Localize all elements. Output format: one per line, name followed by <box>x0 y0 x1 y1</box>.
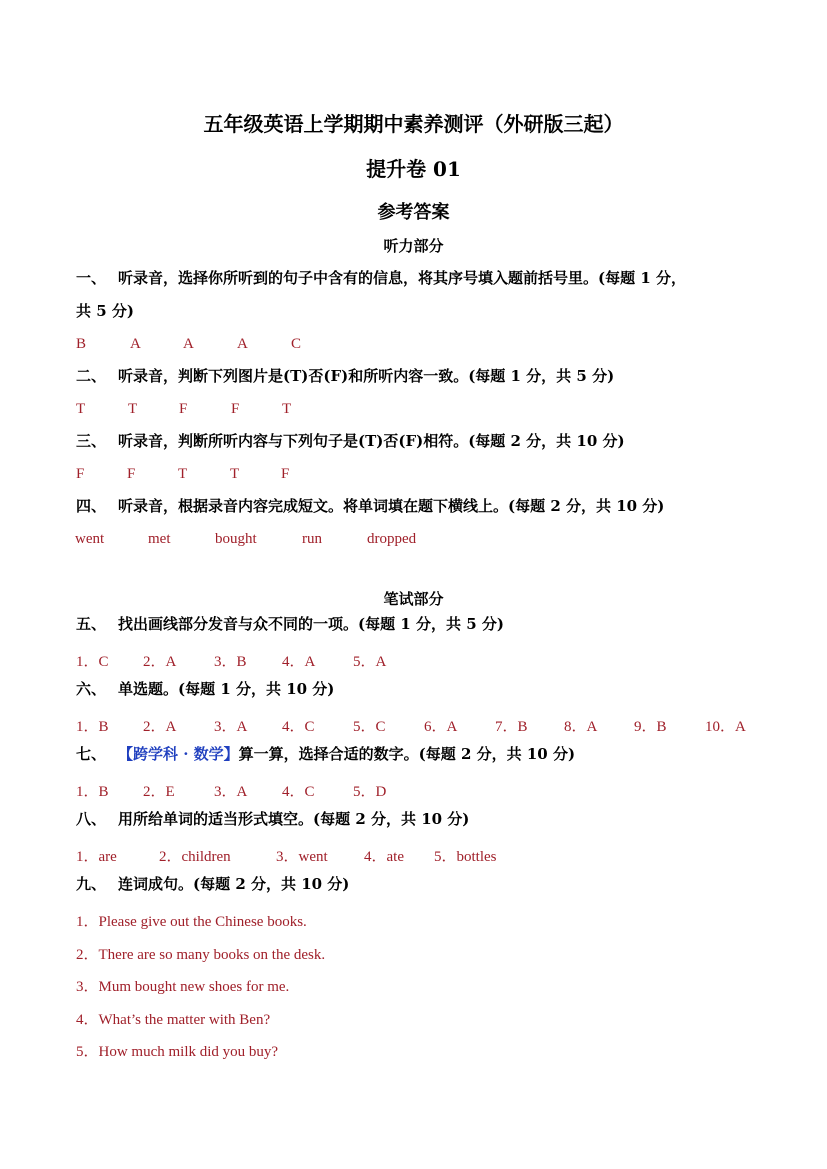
question-number: 三、 <box>76 432 107 450</box>
question-8-answers <box>76 845 497 866</box>
answer-item: 9．B <box>634 719 667 735</box>
answer-item: 5．A <box>353 654 387 670</box>
answer-item: 10．A <box>705 719 746 735</box>
answer-item: T <box>128 401 138 417</box>
answer-item: F <box>127 466 136 482</box>
answer-item: 5．C <box>353 719 386 735</box>
answer-item: 3．went <box>276 849 328 865</box>
question-3-instruction: 三、 听录音，判断所听内容与下列句子是(T)否(F)相符。(每题 2 分，共 10 分) <box>76 425 756 458</box>
answer-item: 2．E <box>143 784 175 800</box>
question-1-answers <box>76 336 301 353</box>
question-number: 一、 <box>76 269 107 287</box>
answer-item: F <box>231 401 240 417</box>
question-3-answers <box>76 466 289 483</box>
answer-item: F <box>76 466 85 482</box>
answer-item: B <box>76 336 87 352</box>
question-number: 七、 <box>76 745 107 763</box>
question-number: 五、 <box>76 615 107 633</box>
answer-item: 1．B <box>76 784 109 800</box>
page-title: 五年级英语上学期期中素养测评（外研版三起） <box>203 112 624 136</box>
answer-item: 4．C <box>282 719 315 735</box>
cross-subject-tag: 【跨学科 · 数学】 <box>118 745 239 763</box>
question-4-answers <box>75 531 416 548</box>
question-9-answer-5: 5．How much milk did you buy? <box>76 1044 279 1060</box>
answer-item: T <box>230 466 240 482</box>
question-1-instruction: 一、 听录音，选择你所听到的句子中含有的信息，将其序号填入题前括号里。(每题 1 分， 共 5 分) <box>76 262 756 328</box>
question-8-instruction: 八、 用所给单词的适当形式填空。(每题 2 分，共 10 分) <box>76 803 756 836</box>
question-9-instruction: 九、 连词成句。(每题 2 分，共 10 分) <box>76 868 756 901</box>
answer-item: bought <box>215 531 257 547</box>
answer-item: 4．ate <box>364 849 404 865</box>
answer-item: 3．B <box>214 654 247 670</box>
question-9-answer-4: 4．What’s the matter with Ben? <box>76 1012 271 1028</box>
answer-item: 3．A <box>214 784 248 800</box>
question-number: 九、 <box>76 875 107 893</box>
question-number: 二、 <box>76 367 107 385</box>
answer-item: dropped <box>367 531 417 547</box>
question-2-instruction: 二、 听录音，判断下列图片是(T)否(F)和所听内容一致。(每题 1 分，共 5 分) <box>76 360 756 393</box>
answer-item: F <box>281 466 290 482</box>
question-7-answers <box>76 780 386 801</box>
answer-item: F <box>179 401 188 417</box>
listening-section-heading: 听力部分 <box>383 237 444 255</box>
question-number: 六、 <box>76 680 107 698</box>
answer-item: 4．A <box>282 654 316 670</box>
answer-key-heading: 参考答案 <box>377 202 450 223</box>
question-number: 八、 <box>76 810 107 828</box>
answer-item: 8．A <box>564 719 598 735</box>
answer-item: went <box>75 531 105 547</box>
answer-item: A <box>237 336 248 352</box>
page-subtitle: 提升卷 01 <box>366 157 461 181</box>
question-9-answer-1: 1．Please give out the Chinese books. <box>76 914 307 930</box>
question-5-instruction: 五、 找出画线部分发音与众不同的一项。(每题 1 分，共 5 分) <box>76 608 756 641</box>
answer-item: 2．children <box>159 849 231 865</box>
question-6-answers <box>76 715 746 736</box>
answer-item: T <box>178 466 188 482</box>
answer-item: 3．A <box>214 719 248 735</box>
answer-item: 2．A <box>143 719 177 735</box>
answer-item: met <box>148 531 171 547</box>
answer-item: 2．A <box>143 654 177 670</box>
question-number: 四、 <box>76 497 107 515</box>
answer-item: T <box>282 401 292 417</box>
answer-item: 1．are <box>76 849 117 865</box>
answer-item: 5．D <box>353 784 387 800</box>
answer-item: T <box>76 401 86 417</box>
question-6-instruction: 六、 单选题。(每题 1 分，共 10 分) <box>76 673 756 706</box>
answer-item: 7．B <box>495 719 528 735</box>
answer-item: 6．A <box>424 719 458 735</box>
question-5-answers <box>76 650 386 671</box>
answer-item: 1．B <box>76 719 109 735</box>
answer-item: 4．C <box>282 784 315 800</box>
answer-item: run <box>302 531 322 547</box>
writing-section-heading: 笔试部分 <box>383 590 444 608</box>
question-7-instruction: 七、 【跨学科 · 数学】算一算，选择合适的数字。(每题 2 分，共 10 分) <box>76 738 756 771</box>
question-9-answer-3: 3．Mum bought new shoes for me. <box>76 979 290 995</box>
question-2-answers <box>76 401 291 418</box>
question-4-instruction: 四、 听录音，根据录音内容完成短文。将单词填在题下横线上。(每题 2 分，共 10 分) <box>76 490 756 523</box>
question-9-answer-2: 2．There are so many books on the desk. <box>76 947 326 963</box>
answer-item: A <box>130 336 141 352</box>
answer-item: C <box>291 336 302 352</box>
answer-item: 5．bottles <box>434 849 497 865</box>
answer-item: 1．C <box>76 654 109 670</box>
answer-item: A <box>183 336 194 352</box>
